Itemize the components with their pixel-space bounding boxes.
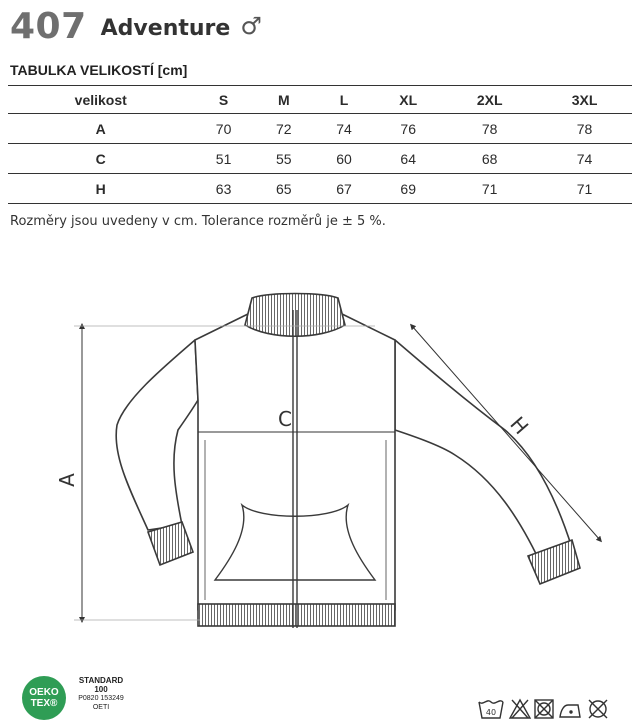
no-dry-clean-icon	[589, 700, 607, 718]
size-table-header-row	[8, 86, 632, 114]
row-label: A	[8, 114, 193, 144]
oeko-tex-details	[72, 676, 130, 712]
jacket-collar	[245, 294, 345, 337]
table-cell: 78	[537, 114, 632, 144]
table-cell: 74	[314, 114, 374, 144]
table-cell: 72	[254, 114, 314, 144]
table-cell: 74	[537, 144, 632, 174]
table-row	[8, 114, 632, 144]
no-tumble-dry-icon	[535, 700, 553, 718]
jacket-right-sleeve	[395, 340, 572, 562]
table-cell: 71	[442, 174, 537, 204]
column-header: XL	[374, 86, 442, 114]
size-table	[8, 85, 632, 204]
table-cell: 64	[374, 144, 442, 174]
table-cell: 69	[374, 174, 442, 204]
oeko-institute: OETI	[92, 704, 110, 711]
table-cell: 71	[537, 174, 632, 204]
column-header: 2XL	[442, 86, 537, 114]
oeko-number: 100	[94, 685, 108, 694]
measure-label-h: H	[505, 411, 534, 439]
column-header: S	[193, 86, 253, 114]
no-bleach-icon	[510, 700, 530, 718]
measure-label-c: C	[278, 407, 292, 431]
table-cell: 68	[442, 144, 537, 174]
male-symbol-icon: ♂	[240, 12, 262, 40]
size-table-title: TABULKA VELIKOSTÍ [cm]	[10, 62, 188, 78]
product-header	[10, 4, 262, 48]
table-row	[8, 144, 632, 174]
oeko-code: P0820 153249	[78, 695, 124, 702]
table-cell: 51	[193, 144, 253, 174]
care-symbols	[476, 696, 616, 722]
table-cell: 65	[254, 174, 314, 204]
iron-low-icon	[560, 705, 580, 717]
jacket-left-sleeve	[116, 340, 198, 530]
oeko-logo-line2: TEX®	[30, 698, 58, 709]
table-cell: 67	[314, 174, 374, 204]
product-name: Adventure	[100, 15, 231, 41]
tolerance-note: Rozměry jsou uvedeny v cm. Tolerance rozměrů je ± 5 %.	[10, 214, 386, 229]
column-header: L	[314, 86, 374, 114]
column-header: M	[254, 86, 314, 114]
oeko-logo-line1: OEKO	[29, 687, 59, 698]
table-cell: 60	[314, 144, 374, 174]
jacket-measurement-diagram	[0, 270, 640, 640]
table-cell: 76	[374, 114, 442, 144]
measure-label-a: A	[55, 473, 79, 487]
oeko-standard: STANDARD	[78, 676, 124, 685]
table-cell: 55	[254, 144, 314, 174]
svg-text:40: 40	[485, 708, 497, 717]
wash-40-icon	[479, 701, 503, 718]
table-cell: 70	[193, 114, 253, 144]
row-label: H	[8, 174, 193, 204]
row-label: C	[8, 144, 193, 174]
column-header: velikost	[8, 86, 193, 114]
table-cell: 63	[193, 174, 253, 204]
oeko-tex-logo	[22, 676, 66, 720]
column-header: 3XL	[537, 86, 632, 114]
table-cell: 78	[442, 114, 537, 144]
table-row	[8, 174, 632, 204]
product-code: 407	[10, 5, 87, 47]
